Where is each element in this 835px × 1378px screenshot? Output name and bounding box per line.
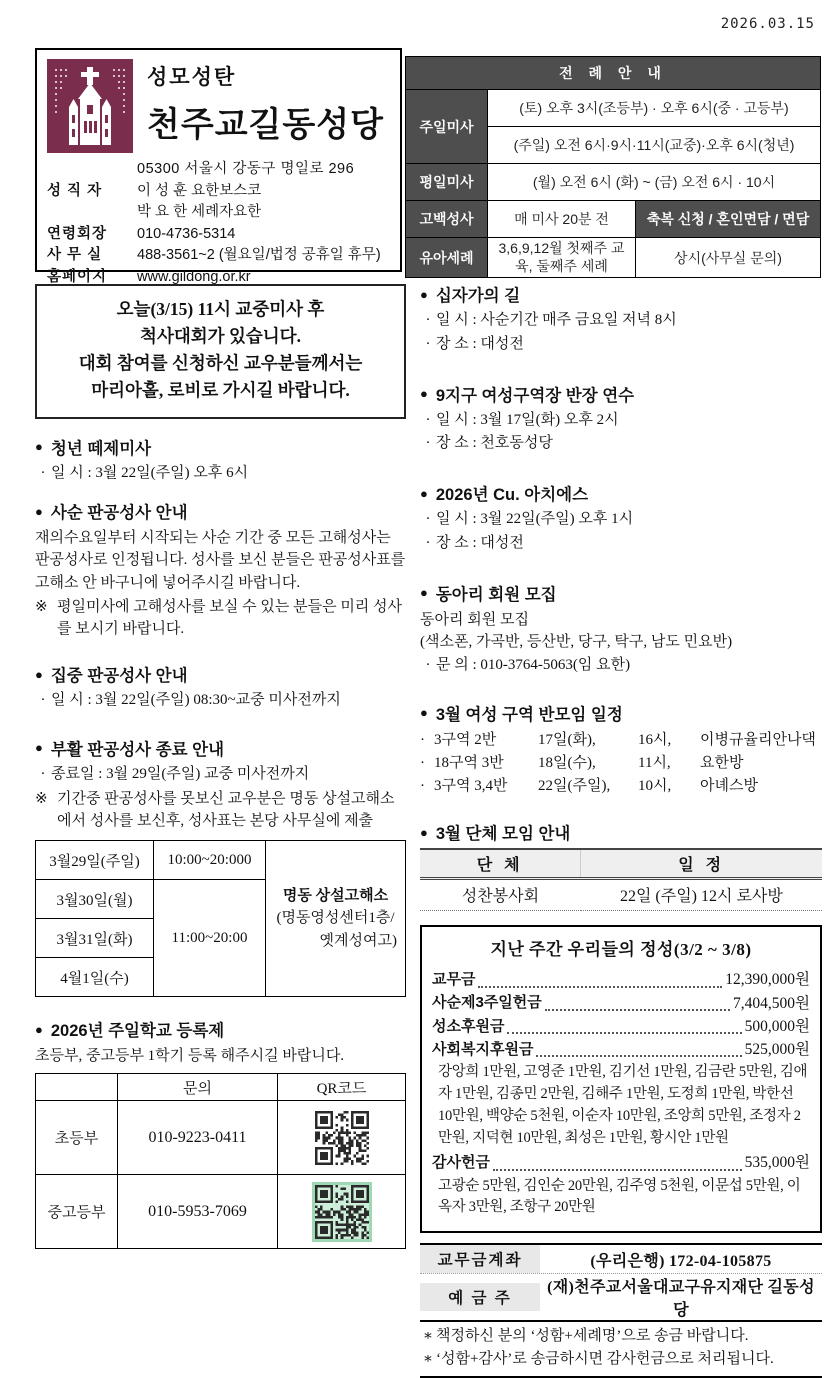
weekday-mass-label: 평일미사 xyxy=(406,164,488,201)
info-label: 사 무 실 xyxy=(47,247,103,263)
info-label: 성 직 자 xyxy=(47,182,103,199)
confession-hours: 10:00~20:000 xyxy=(154,841,266,880)
confession-date: 3월29일(주일) xyxy=(36,841,154,880)
ban-date: 22일(주일), xyxy=(538,778,611,795)
today-notice-box xyxy=(35,284,406,419)
section-group-meeting xyxy=(420,820,822,911)
item-line xyxy=(420,509,822,531)
ban-date: 18일(수), xyxy=(538,754,596,771)
section-title xyxy=(35,1017,406,1041)
ban-place: 이병규율리안나댁 xyxy=(700,731,816,748)
confession-hours: 11:00~20:00 xyxy=(154,880,266,997)
club-line2: (색소폰, 가곡반, 등산반, 당구, 탁구, 남도 민요반) xyxy=(420,633,733,650)
clergy-name2: 박 요 한 세례자요한 xyxy=(137,204,262,220)
right-column xyxy=(420,282,822,1378)
section-title-text: 3월 단체 모임 안내 xyxy=(435,825,571,844)
offering-row xyxy=(432,968,810,991)
section-title-text: 2026년 주일학교 등록제 xyxy=(50,1022,225,1041)
section-title xyxy=(420,282,822,306)
section-title-text: 집중 판공성사 안내 xyxy=(50,667,188,686)
liturgy-table-title: 전 례 안 내 xyxy=(406,57,821,90)
offering-amount: 535,000원 xyxy=(744,1154,810,1172)
section-club-recruit xyxy=(420,581,822,677)
account-info-table xyxy=(420,1243,822,1378)
item-line xyxy=(420,310,822,332)
qr-cell xyxy=(278,1101,406,1175)
blessing-counsel: 축복 신청 / 혼인면담 / 면담 xyxy=(636,201,821,238)
bullet-icon: ● xyxy=(35,439,43,454)
offering-amount: 7,404,500원 xyxy=(733,994,810,1012)
section-easter-confession xyxy=(35,736,406,997)
ban-meeting-row xyxy=(420,752,822,775)
section-sunday-school xyxy=(35,1017,406,1249)
info-row-clergy2 xyxy=(47,202,390,224)
ban-meeting-row xyxy=(420,729,822,752)
church-name: 천주교길동성당 xyxy=(147,106,384,144)
infant-baptism-note: 상시(사무실 문의) xyxy=(636,238,821,278)
confession-date: 3월31일(화) xyxy=(36,919,154,958)
dept-name: 초등부 xyxy=(36,1101,118,1175)
item-line xyxy=(420,334,822,356)
club-line1: 동아리 회원 모집 xyxy=(420,611,529,628)
offering-row xyxy=(432,1015,810,1038)
item-text: 일 시 : 3월 17일(화) 오후 2시 xyxy=(436,411,619,428)
offering-label: 사순제3주일헌금 xyxy=(432,994,542,1012)
info-label xyxy=(47,159,137,181)
offering-label: 교무금 xyxy=(432,971,476,989)
welfare-donor-names: 강앙희 1만원, 고영준 1만원, 김기선 1만원, 김금란 5만원, 김애자 1만원, 김종민 2만원, 김해주 1만원, 도정희 1만원, 박한선 10만원, 백양순 5천원, 이순자 10만원, 조앙희 5만원, 조정자 2만원, 지덕현 10만원, 최성은 1만원, 황시안 1만원 xyxy=(438,1064,808,1146)
account-number-value: (우리은행) 172-04-105875 xyxy=(590,1252,772,1270)
dot-leader xyxy=(536,1055,741,1057)
offering-label: 사회복지후원금 xyxy=(432,1040,534,1058)
item-text: 장 소 : 대성전 xyxy=(436,335,524,352)
weekday-mass-times: (월) 오전 6시 (화) ~ (금) 오전 6시 · 10시 xyxy=(488,164,821,201)
dot-icon: · xyxy=(425,511,431,527)
dot-icon: · xyxy=(420,754,425,771)
empty-header-cell xyxy=(36,1074,118,1101)
notice-line: 척사대회가 있습니다. xyxy=(140,326,301,347)
item-text: 장 소 : 천호동성당 xyxy=(436,435,553,452)
note-text: 평일미사에 고해성사를 보실 수 있는 분들은 미리 성사를 보시기 바랍니다. xyxy=(57,598,403,637)
group-name: 성찬봉사회 xyxy=(420,879,581,911)
group-schedule: 22일 (주일) 12시 로사방 xyxy=(581,879,822,911)
account-note xyxy=(420,1325,822,1348)
confession-date: 4월1일(수) xyxy=(36,958,154,997)
account-number-row xyxy=(420,1245,822,1274)
section-title-text: 3월 여성 구역 반모임 일정 xyxy=(435,705,623,724)
offering-title: 지난 주간 우리들의 정성(3/2 ~ 3/8) xyxy=(490,940,752,960)
item-line xyxy=(35,463,406,485)
dot-icon: · xyxy=(40,464,46,481)
section-ban-meeting xyxy=(420,701,822,799)
section-title xyxy=(420,481,822,505)
section-body: 초등부, 중고등부 1학기 등록 해주시길 바랍니다. xyxy=(35,1048,345,1065)
myeongdong-confession-table xyxy=(35,840,406,997)
info-label: 홈페이지 xyxy=(47,268,108,285)
confession-date: 3월30일(월) xyxy=(36,880,154,919)
asterisk-icon: ∗ xyxy=(422,1350,434,1367)
info-row-office xyxy=(47,245,390,267)
sunday-mass-sat: (토) 오후 3시(조등부) · 오후 6시(중 · 고등부) xyxy=(488,90,821,127)
item-line xyxy=(35,764,406,786)
offering-amount: 12,390,000원 xyxy=(725,971,810,989)
confession-place xyxy=(266,841,406,997)
bullet-icon: ● xyxy=(35,666,43,682)
item-line xyxy=(420,655,822,677)
item-text: 장 소 : 대성전 xyxy=(436,534,524,551)
church-logo-icon xyxy=(47,59,133,153)
confession-time: 매 미사 20분 전 xyxy=(488,201,636,238)
info-row-address xyxy=(47,159,390,181)
dept-name: 중고등부 xyxy=(36,1175,118,1249)
section-district-training xyxy=(420,382,822,456)
item-text: 일 시 : 3월 22일(주일) 08:30~교중 미사전까지 xyxy=(51,692,341,709)
clergy-name: 이 성 훈 요한보스코 xyxy=(137,182,262,199)
section-title-text: 청년 떼제미사 xyxy=(50,439,152,458)
church-identity-box xyxy=(35,48,402,285)
section-title-text: 부활 판공성사 종료 안내 xyxy=(50,740,225,759)
bullet-icon: ● xyxy=(420,824,428,840)
schedule-col-header: 일 정 xyxy=(581,849,822,879)
ban-time: 11시, xyxy=(638,754,671,771)
sunday-mass-label: 주일미사 xyxy=(406,90,488,164)
ban-time: 16시, xyxy=(638,731,672,748)
notice-line: 오늘(3/15) 11시 교중미사 후 xyxy=(116,299,325,319)
note-line xyxy=(35,788,406,832)
item-text: 일 시 : 사순기간 매주 금요일 저녁 8시 xyxy=(436,312,677,328)
info-row-clergy xyxy=(47,181,390,203)
offering-label: 감사헌금 xyxy=(432,1154,490,1172)
item-line xyxy=(35,690,406,712)
section-title-text: 동아리 회원 모집 xyxy=(435,585,557,604)
info-row-chair xyxy=(47,224,390,246)
offering-amount: 500,000원 xyxy=(744,1017,810,1035)
dot-icon: · xyxy=(425,534,431,551)
section-title xyxy=(35,662,406,686)
place-name: 명동 상설고해소 xyxy=(282,887,389,904)
dot-icon: · xyxy=(40,692,46,709)
account-number-label: 교무금계좌 xyxy=(420,1245,540,1273)
note-text: 기간중 판공성사를 못보신 교우분은 명동 상설고해소에서 성사를 보신후, 성사표는 본당 사무실에 제출 xyxy=(57,790,395,829)
section-title xyxy=(35,499,406,523)
weekly-offering-box xyxy=(420,925,822,1233)
offering-row xyxy=(432,1038,810,1061)
dot-icon: · xyxy=(425,411,431,428)
account-note xyxy=(420,1348,822,1371)
dept-phone: 010-5953-7069 xyxy=(118,1175,278,1249)
reference-mark-icon: ※ xyxy=(35,598,48,615)
place-detail: (명동영성센터1층/ xyxy=(276,910,395,927)
account-holder-label: 예 금 주 xyxy=(420,1283,540,1311)
asterisk-icon: ∗ xyxy=(422,1328,434,1345)
bullet-icon: ● xyxy=(35,740,43,756)
bullet-icon: ● xyxy=(420,585,428,600)
bullet-icon: ● xyxy=(420,386,428,401)
church-building-icon xyxy=(47,59,133,153)
offering-amount: 525,000원 xyxy=(744,1041,810,1059)
qr-code-elementary xyxy=(315,1111,369,1165)
sunday-school-table xyxy=(35,1073,406,1249)
contact-column-header: 문의 xyxy=(118,1074,278,1101)
section-intensive-confession xyxy=(35,662,406,712)
item-text: 일 시 : 3월 22일(주일) 오후 1시 xyxy=(436,511,634,527)
ban-place: 아녜스방 xyxy=(700,778,758,795)
section-lent-confession xyxy=(35,499,406,640)
offering-row-thanks xyxy=(432,1151,810,1174)
dot-icon: · xyxy=(425,435,431,452)
dot-leader xyxy=(545,1009,730,1011)
dot-icon: · xyxy=(420,731,425,748)
infant-baptism-label: 유아세례 xyxy=(406,238,488,278)
office-phone: 488-3561~2 (월요일/법정 공휴일 휴무) xyxy=(137,247,381,263)
section-title-text: 사순 판공성사 안내 xyxy=(50,504,188,523)
sunday-mass-sun: (주일) 오전 6시·9시·11시(교중)·오후 6시(청년) xyxy=(488,127,821,164)
notice-line: 대회 참여를 신청하신 교우분들께서는 xyxy=(78,353,363,374)
item-text: 문 의 : 010-3764-5063(임 요한) xyxy=(436,656,631,673)
bullet-icon: ● xyxy=(420,286,428,302)
qr-cell xyxy=(278,1175,406,1249)
item-line xyxy=(420,533,822,555)
bullet-icon: ● xyxy=(420,705,428,721)
item-line xyxy=(420,410,822,432)
item-text: 일 시 : 3월 22일(주일) 오후 6시 xyxy=(51,464,249,481)
ban-meeting-row xyxy=(420,775,822,798)
bullet-icon: ● xyxy=(35,503,43,519)
place-detail2: 옛계성여고) xyxy=(319,932,397,949)
ban-place: 요한방 xyxy=(700,754,744,771)
qr-code-middle-high xyxy=(315,1185,369,1239)
bullet-icon: ● xyxy=(35,1021,43,1037)
ban-group: 3구역 2반 xyxy=(434,731,497,748)
item-line xyxy=(420,433,822,455)
church-address: 05300 서울시 강동구 명일로 296 xyxy=(137,161,355,177)
ban-time: 10시, xyxy=(638,778,672,795)
church-titles xyxy=(147,59,384,146)
item-text: 종료일 : 3월 29일(주일) 교중 미사전까지 xyxy=(51,765,310,782)
homepage-url: www.gildong.or.kr xyxy=(137,268,251,285)
issue-date: 2026.03.15 xyxy=(720,16,815,32)
logo-row xyxy=(47,59,390,153)
bullet-icon: ● xyxy=(420,485,428,501)
section-title xyxy=(420,701,822,725)
dot-icon: · xyxy=(425,656,431,673)
liturgy-table xyxy=(405,56,821,278)
ban-group: 18구역 3반 xyxy=(434,754,504,771)
account-holder-value: (재)천주교서울대교구유지재단 길동성당 xyxy=(547,1279,815,1320)
dot-icon: · xyxy=(40,765,46,782)
section-body: 재의수요일부터 시작되는 사순 기간 중 모든 고해성사는 판공성사로 인정됩니다. 성사를 보신 분들은 판공성사표를 고해소 안 바구니에 넣어주시길 바랍니다. xyxy=(35,530,406,591)
dot-leader xyxy=(478,986,722,988)
account-note-text: ‘성함+감사’로 송금하시면 감사헌금으로 처리됩니다. xyxy=(436,1350,774,1367)
account-note-text: 책정하신 분의 ‘성함+세례명’으로 송금 바랍니다. xyxy=(436,1328,749,1345)
note-line xyxy=(35,596,406,640)
ban-date: 17일(화), xyxy=(538,731,596,748)
dept-phone: 010-9223-0411 xyxy=(118,1101,278,1175)
section-way-of-cross xyxy=(420,282,822,356)
section-title-text: 9지구 여성구역장 반장 연수 xyxy=(435,386,635,405)
section-title xyxy=(420,581,822,605)
offering-label: 성소후원금 xyxy=(432,1017,505,1035)
section-title xyxy=(35,736,406,760)
group-col-header: 단 체 xyxy=(420,849,581,879)
church-contact-info xyxy=(47,159,390,288)
section-taize xyxy=(35,435,406,485)
dot-leader xyxy=(493,1169,742,1171)
left-column xyxy=(35,284,406,1264)
thanks-donor-names: 고광순 5만원, 김인순 20만원, 김주영 5천원, 이문섭 5만원, 이옥자 3만원, 조항구 20만원 xyxy=(438,1177,801,1216)
dot-icon: · xyxy=(425,335,431,352)
infant-baptism-schedule: 3,6,9,12월 첫째주 교육, 둘째주 세례 xyxy=(488,238,636,278)
confession-label: 고백성사 xyxy=(406,201,488,238)
info-label xyxy=(47,202,137,224)
group-meeting-table xyxy=(420,848,822,911)
church-subtitle: 성모성탄 xyxy=(147,66,237,89)
account-holder-row xyxy=(420,1274,822,1322)
ban-group: 3구역 3,4반 xyxy=(434,778,508,795)
info-label: 연령회장 xyxy=(47,225,108,242)
dot-icon: · xyxy=(425,312,431,328)
section-acies xyxy=(420,481,822,555)
dot-leader xyxy=(507,1032,741,1034)
section-title-text: 십자가의 길 xyxy=(435,287,521,305)
section-title xyxy=(420,820,822,844)
offering-row xyxy=(432,992,810,1015)
chair-phone: 010-4736-5314 xyxy=(137,225,236,242)
section-title xyxy=(35,435,406,459)
notice-line: 마리아홀, 로비로 가시길 바랍니다. xyxy=(91,380,350,401)
reference-mark-icon: ※ xyxy=(35,790,48,807)
section-title-text: 2026년 Cu. 아치에스 xyxy=(435,486,589,504)
dot-icon: · xyxy=(420,778,425,795)
account-notes xyxy=(420,1322,822,1378)
qr-column-header: QR코드 xyxy=(278,1074,406,1101)
section-title xyxy=(420,382,822,406)
